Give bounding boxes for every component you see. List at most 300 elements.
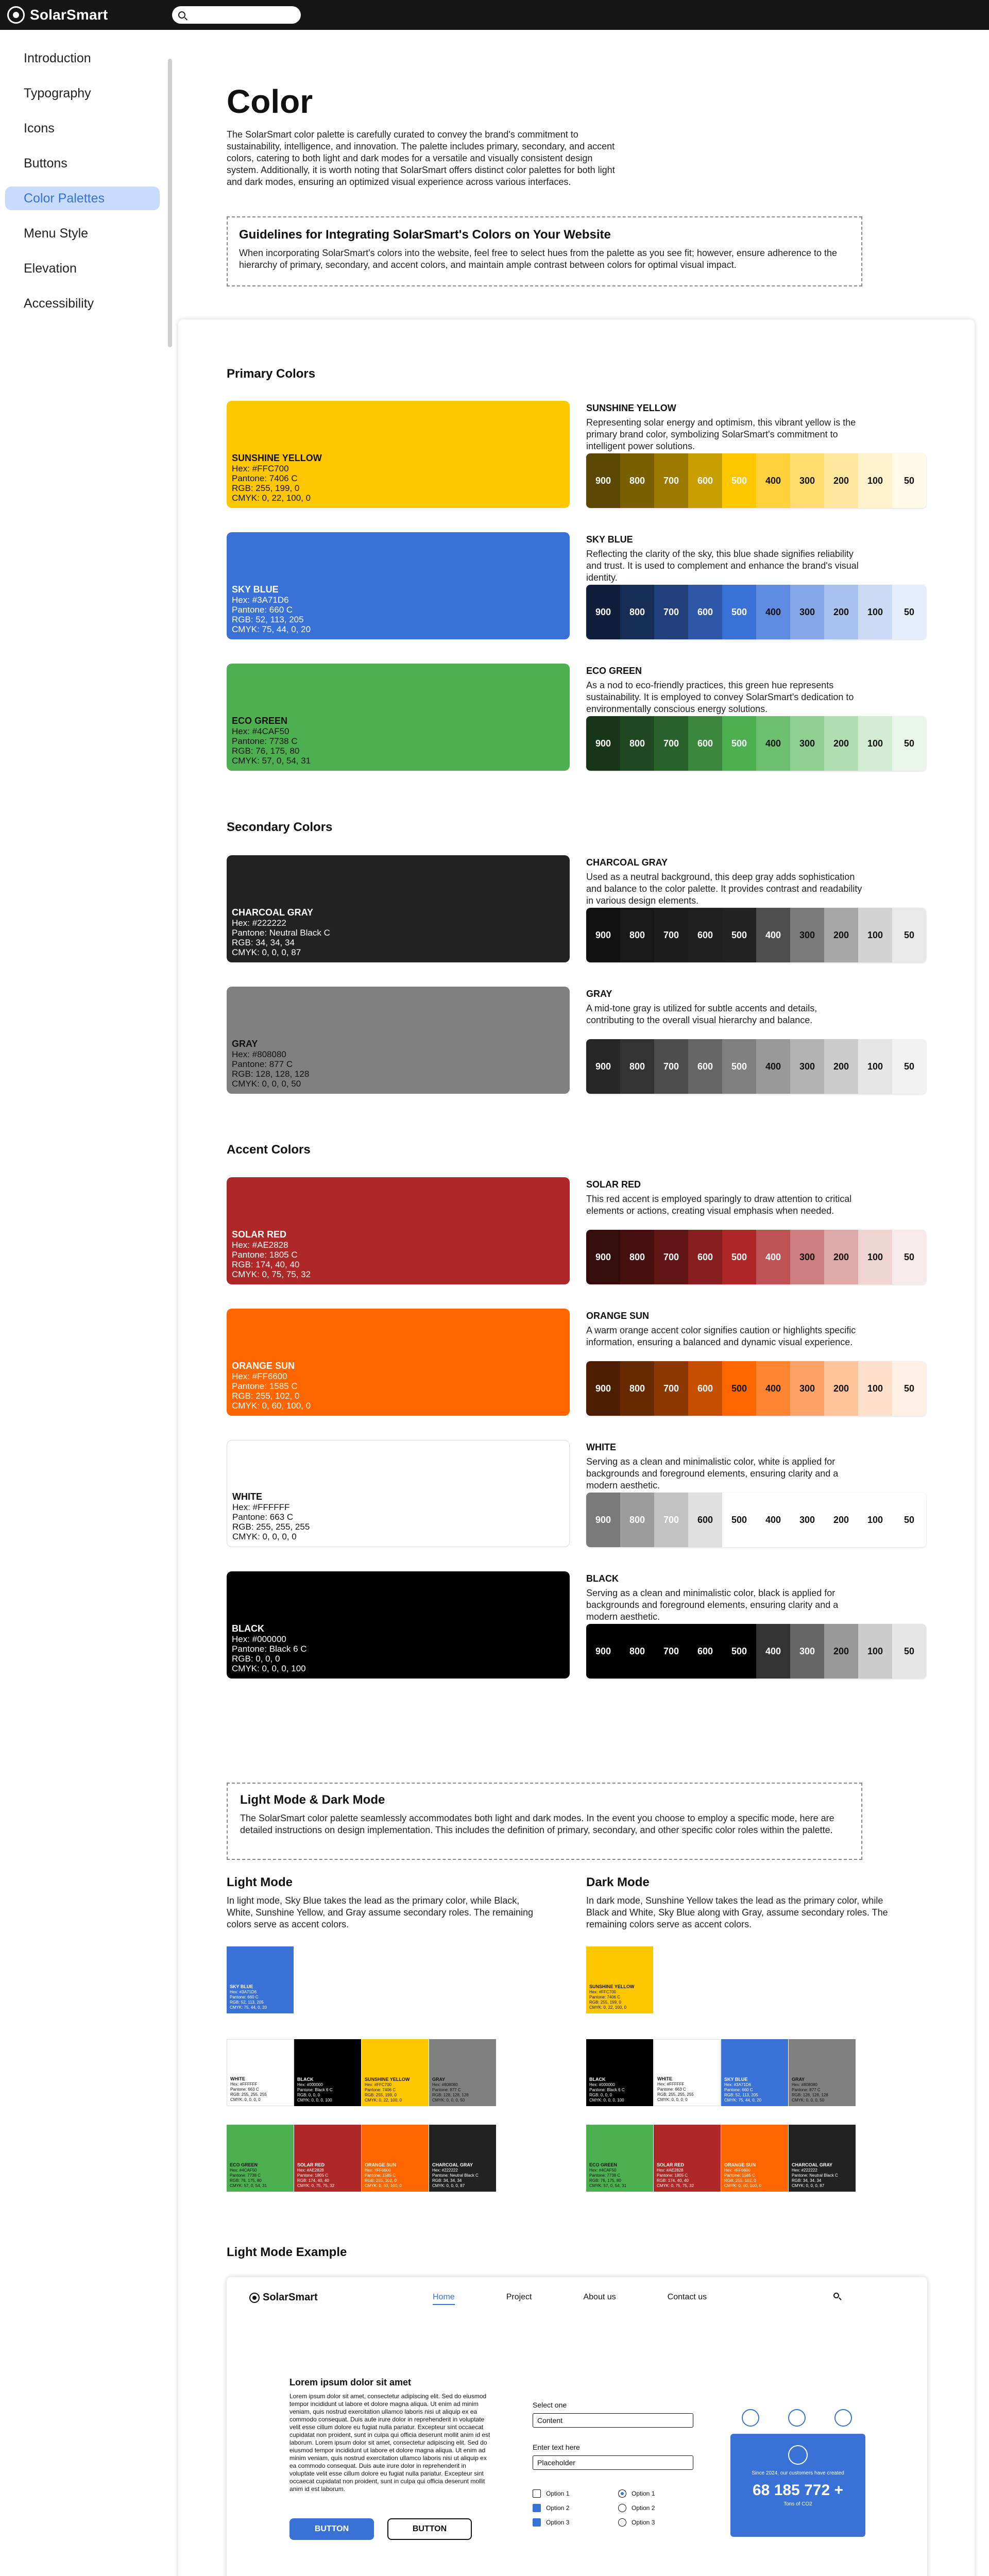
scale-step: 600 (688, 1039, 722, 1094)
sidebar-item-color-palettes[interactable]: Color Palettes (5, 187, 160, 210)
tile-pantone: Pantone: 7738 C (589, 2173, 621, 2178)
promo-text: Since 2024, our customers have created (752, 2470, 844, 2476)
tile-hex: Hex: #FFFFFF (657, 2082, 685, 2087)
swatch-cmyk: CMYK: 0, 22, 100, 0 (232, 493, 311, 503)
tile-pantone: Pantone: Neutral Black C (792, 2173, 838, 2178)
tile-pantone: Pantone: 1585 C (724, 2173, 756, 2178)
radio-label: Option 1 (632, 2490, 655, 2497)
sidebar-nav (0, 46, 165, 327)
example-nav-about-us[interactable]: About us (583, 2293, 616, 2301)
swatch-cmyk: CMYK: 0, 75, 75, 32 (232, 1269, 311, 1279)
guidelines-body: When incorporating SolarSmart's colors into the website, feel free to select hues from the palette as you see fit; however, ensure adherence to the hierarchy of primary, secondary, and accent colors, and maintain ample contrast between colors for optimal visual impact. (239, 248, 838, 270)
search-icon-ring (833, 2293, 839, 2298)
dark-accent-tile (789, 2125, 856, 2192)
scale-step: 200 (824, 585, 858, 639)
sky-blue-description (586, 534, 864, 584)
tile-hex: Hex: #FFC700 (589, 1990, 617, 1994)
scale-step: 500 (722, 453, 756, 508)
color-name: SOLAR RED (586, 1179, 641, 1190)
radio-label: Option 2 (632, 2504, 655, 2512)
scale-step: 50 (892, 908, 926, 962)
search-icon-handle (839, 2297, 842, 2300)
scale-step: 600 (688, 1624, 722, 1679)
tile-pantone: Pantone: 7738 C (230, 2173, 261, 2178)
swatch-hex: Hex: #000000 (232, 1634, 286, 1644)
tile-rgb: RGB: 255, 102, 0 (365, 2178, 397, 2183)
content-select[interactable]: Content (533, 2413, 693, 2428)
light-secondary-tile (294, 2039, 361, 2106)
swatch-hex: Hex: #4CAF50 (232, 726, 289, 736)
scale-step: 800 (620, 1230, 654, 1284)
color-name: CHARCOAL GRAY (586, 857, 668, 868)
sidebar-item-icons[interactable]: Icons (24, 121, 55, 135)
color-description-text: A mid-tone gray is utilized for subtle accents and details, contributing to the overall visual hierarchy and balance. (586, 1003, 817, 1025)
sun-icon[interactable] (788, 2409, 806, 2427)
scale-step: 400 (756, 908, 790, 962)
tile-rgb: RGB: 0, 0, 0 (297, 2093, 320, 2097)
tile-cmyk: CMYK: 0, 0, 0, 100 (589, 2098, 624, 2103)
scale-step: 100 (858, 1493, 892, 1547)
swatch-rgb: RGB: 0, 0, 0 (232, 1654, 280, 1664)
tile-pantone: Pantone: 660 C (230, 1995, 259, 1999)
tile-pantone: Pantone: 1585 C (365, 2173, 396, 2178)
light-accent-tile (227, 2125, 294, 2192)
eco-green-swatch (227, 664, 570, 771)
sun-logo-icon (7, 6, 25, 24)
dark-mode-column (586, 1875, 906, 1930)
tile-cmyk: CMYK: 0, 22, 100, 0 (365, 2098, 402, 2103)
scale-step: 600 (688, 1493, 722, 1547)
swatch-pantone: Pantone: 1585 C (232, 1381, 298, 1391)
swatch-name: WHITE (232, 1492, 262, 1502)
checkbox-option-1[interactable] (533, 2489, 541, 2498)
dark-accent-tile (654, 2125, 721, 2192)
scale-step: 200 (824, 1361, 858, 1416)
scale-step: 800 (620, 585, 654, 639)
swatch-hex: Hex: #AE2828 (232, 1240, 288, 1250)
example-heading: Lorem ipsum dolor sit amet (289, 2377, 412, 2387)
sky-blue-swatch (227, 532, 570, 639)
scale-step: 600 (688, 1361, 722, 1416)
tile-hex: Hex: #000000 (297, 2082, 323, 2087)
checkbox-label: Option 3 (546, 2519, 570, 2526)
tile-rgb: RGB: 174, 40, 40 (657, 2178, 689, 2183)
tile-hex: Hex: #AE2828 (657, 2168, 684, 2173)
checkbox-option-2[interactable] (533, 2504, 541, 2512)
scale-step: 900 (586, 1230, 620, 1284)
color-description-text: As a nod to eco-friendly practices, this green hue represents sustainability. It is employed to convey SolarSmart's dedication to environmentally conscious energy solutions. (586, 680, 854, 714)
dark-accent-tile (721, 2125, 788, 2192)
primary-button[interactable]: BUTTON (289, 2518, 374, 2540)
dark-mode-text: In dark mode, Sunshine Yellow takes the lead as the primary color, while Black and White, Sky Blue along with Gray, assume secondary roles. The remaining colors serve as accent colors. (586, 1895, 888, 1929)
white-swatch (227, 1440, 570, 1547)
scale-step: 700 (654, 1230, 688, 1284)
black-swatch (227, 1571, 570, 1679)
scale-step: 700 (654, 1039, 688, 1094)
scale-step: 700 (654, 1493, 688, 1547)
eco-green-tint-scale (586, 716, 926, 771)
sidebar-item-introduction[interactable]: Introduction (24, 51, 91, 65)
tile-pantone: Pantone: 663 C (657, 2087, 686, 2092)
eye-icon[interactable] (834, 2409, 852, 2427)
color-name: ORANGE SUN (586, 1311, 650, 1321)
sun-logo-icon (249, 2293, 260, 2303)
eco-green-description (586, 666, 864, 715)
scale-step: 800 (620, 1624, 654, 1679)
scale-step: 100 (858, 908, 892, 962)
scale-step: 500 (722, 1230, 756, 1284)
gray-swatch (227, 987, 570, 1094)
scale-step: 600 (688, 716, 722, 771)
radio-label: Option 3 (632, 2519, 655, 2526)
example-paragraph: Lorem ipsum dolor sit amet, consectetur adipiscing elit. Sed do eiusmod tempor incididunt ut labore et dolore magna aliqua. Ut enim ad minim veniam, quis nostrud exercitation ullamco laboris nisi ut aliquip ex ea commodo consequat. Duis aute irure dolor in reprehenderit in voluptate velit esse cillum dolore eu fugiat nulla pariatur. Excepteur sint occaecat cupidatat non proident, sunt in culpa qui officia deserunt mollit anim id est laborum. Lorem ipsum dolor sit amet, consectetur adipiscing elit. Sed do eiusmod tempor incididunt ut labore et dolore magna aliqua. Ut enim ad minim veniam, quis nostrud exercitation ullamco laboris nisi ut aliquip ex ea commodo consequat. Duis aute irure dolor in reprehenderit in voluptate velit esse cillum dolore eu fugiat nulla pariatur. Excepteur sint occaecat cupidatat non proident, sunt in culpa qui officia deserunt mollit anim id est laborum. (289, 2393, 490, 2493)
sidebar-item-accessibility[interactable]: Accessibility (24, 296, 94, 311)
scale-step: 100 (858, 1624, 892, 1679)
scale-step: 400 (756, 1493, 790, 1547)
tile-rgb: RGB: 255, 199, 0 (589, 2000, 621, 2005)
color-description-text: Serving as a clean and minimalistic color, white is applied for backgrounds and foreground elements, ensuring clarity and a modern aesthetic. (586, 1456, 839, 1490)
tile-rgb: RGB: 34, 34, 34 (792, 2178, 822, 2183)
tile-hex: Hex: #222222 (432, 2168, 458, 2173)
scale-step: 600 (688, 585, 722, 639)
scale-step: 100 (858, 1039, 892, 1094)
tile-hex: Hex: #3A71D6 (724, 2082, 752, 2087)
scale-step: 800 (620, 1493, 654, 1547)
tile-cmyk: CMYK: 0, 0, 0, 0 (230, 2097, 261, 2102)
swatch-pantone: Pantone: Black 6 C (232, 1644, 307, 1654)
dark-secondary-tile (586, 2039, 653, 2106)
swatch-rgb: RGB: 128, 128, 128 (232, 1069, 310, 1079)
tile-cmyk: CMYK: 0, 0, 0, 50 (432, 2098, 465, 2103)
radio-option-3[interactable] (618, 2518, 626, 2527)
checkbox-option-3[interactable] (533, 2518, 541, 2527)
scale-step: 900 (586, 1493, 620, 1547)
dark-mode-title: Dark Mode (586, 1875, 650, 1889)
example-brand[interactable] (249, 2292, 318, 2303)
example-brand-name: SolarSmart (263, 2292, 318, 2303)
charcoal-gray-description (586, 857, 864, 907)
scale-step: 50 (892, 585, 926, 639)
swatch-cmyk: CMYK: 0, 0, 0, 100 (232, 1664, 306, 1673)
scale-step: 200 (824, 453, 858, 508)
light-dark-title: Light Mode & Dark Mode (240, 1793, 385, 1807)
example-nav (433, 2293, 758, 2305)
swatch-hex: Hex: #3A71D6 (232, 595, 289, 605)
swatch-hex: Hex: #FF6600 (232, 1371, 287, 1381)
solar-red-tint-scale (586, 1230, 926, 1284)
swatch-name: SOLAR RED (232, 1229, 287, 1240)
scale-step: 300 (790, 1361, 824, 1416)
tile-cmyk: CMYK: 0, 0, 0, 0 (657, 2097, 688, 2102)
light-mode-text: In light mode, Sky Blue takes the lead as the primary color, while Black, White, Sunshine Yellow, and Gray assume secondary roles. The remaining colors serve as accent colors. (227, 1895, 533, 1929)
charcoal-gray-swatch (227, 855, 570, 962)
swatch-rgb: RGB: 34, 34, 34 (232, 938, 295, 947)
radio-option-2[interactable] (618, 2504, 626, 2512)
tile-pantone: Pantone: 660 C (724, 2088, 753, 2092)
tile-name: SUNSHINE YELLOW (589, 1984, 635, 1989)
tile-pantone: Pantone: 877 C (432, 2088, 461, 2092)
sidebar-scrollbar[interactable] (168, 59, 172, 347)
swatch-cmyk: CMYK: 57, 0, 54, 31 (232, 756, 311, 766)
accent-colors-heading: Accent Colors (227, 1143, 311, 1157)
search-icon (178, 11, 185, 19)
sidebar-item-typography[interactable]: Typography (24, 86, 91, 100)
scale-step: 900 (586, 1361, 620, 1416)
tile-rgb: RGB: 255, 199, 0 (365, 2093, 397, 2097)
swatch-name: BLACK (232, 1623, 264, 1634)
scale-step: 200 (824, 1230, 858, 1284)
dark-secondary-tile (654, 2039, 721, 2106)
scale-step: 900 (586, 1624, 620, 1679)
dark-secondary-tile (721, 2039, 788, 2106)
tile-name: WHITE (657, 2076, 672, 2081)
search-box[interactable] (172, 6, 301, 24)
scale-step: 600 (688, 453, 722, 508)
tile-pantone: Pantone: 7406 C (365, 2088, 396, 2092)
tile-rgb: RGB: 76, 175, 80 (230, 2178, 262, 2183)
swatch-cmyk: CMYK: 0, 0, 0, 0 (232, 1532, 297, 1541)
tile-cmyk: CMYK: 75, 44, 0, 20 (724, 2098, 762, 2103)
sidebar-item-menu-style[interactable]: Menu Style (24, 226, 89, 241)
swatch-hex: Hex: #808080 (232, 1049, 286, 1059)
swatch-name: ORANGE SUN (232, 1361, 295, 1371)
light-accent-tile (429, 2125, 496, 2192)
brand-name: SolarSmart (30, 7, 108, 23)
tile-name: SOLAR RED (297, 2162, 325, 2167)
tile-name: CHARCOAL GRAY (792, 2162, 833, 2167)
scale-step: 400 (756, 1624, 790, 1679)
scale-step: 700 (654, 1361, 688, 1416)
white-tint-scale (586, 1493, 926, 1547)
scale-step: 300 (790, 585, 824, 639)
tile-pantone: Pantone: Neutral Black C (432, 2173, 479, 2178)
swatch-rgb: RGB: 255, 102, 0 (232, 1391, 300, 1401)
scale-step: 500 (722, 585, 756, 639)
energy-icon[interactable] (742, 2409, 759, 2427)
sidebar-item-elevation[interactable]: Elevation (24, 261, 77, 276)
swatch-pantone: Pantone: 660 C (232, 605, 293, 615)
scale-step: 500 (722, 908, 756, 962)
tile-name: SKY BLUE (724, 2077, 748, 2082)
scale-step: 400 (756, 453, 790, 508)
gray-tint-scale (586, 1039, 926, 1094)
promo-unit: Tons of CO2 (783, 2501, 812, 2507)
tile-rgb: RGB: 128, 128, 128 (792, 2093, 828, 2097)
scale-step: 50 (892, 1039, 926, 1094)
scale-step: 800 (620, 908, 654, 962)
scale-step: 300 (790, 908, 824, 962)
tile-hex: Hex: #3A71D6 (230, 1990, 257, 1994)
guidelines-box (227, 216, 862, 286)
scale-step: 300 (790, 716, 824, 771)
tile-cmyk: CMYK: 57, 0, 54, 31 (589, 2183, 627, 2188)
sky-blue-tint-scale (586, 585, 926, 639)
scale-step: 300 (790, 1230, 824, 1284)
sunshine-yellow-description (586, 403, 864, 452)
page-title: Color (227, 83, 313, 120)
tile-hex: Hex: #FF6600 (365, 2168, 391, 2173)
tile-cmyk: CMYK: 75, 44, 0, 20 (230, 2005, 267, 2010)
tile-hex: Hex: #FFFFFF (230, 2082, 258, 2087)
swatch-pantone: Pantone: 877 C (232, 1059, 293, 1069)
promo-number: 68 185 772 + (752, 2482, 843, 2499)
scale-step: 300 (790, 1039, 824, 1094)
tile-cmyk: CMYK: 0, 22, 100, 0 (589, 2005, 627, 2010)
page-intro: The SolarSmart color palette is carefully curated to convey the brand's commitment to sustainability, intelligence, and innovation. The palette includes primary, secondary, and accent colors, catering to both light and dark modes for a versatile and visually consistent design system. Additionally, it is worth noting that SolarSmart offers distinct color palettes for both light and dark modes, ensuring an optimized visual experience across various interfaces. (227, 129, 615, 187)
white-description (586, 1442, 864, 1492)
swatch-rgb: RGB: 255, 199, 0 (232, 483, 300, 493)
scale-step: 900 (586, 716, 620, 771)
swatch-name: GRAY (232, 1039, 258, 1049)
scale-step: 50 (892, 1361, 926, 1416)
swatch-pantone: Pantone: 663 C (232, 1512, 294, 1522)
checkbox-label: Option 1 (546, 2490, 570, 2497)
swatch-name: ECO GREEN (232, 716, 288, 726)
dark-primary-tile (586, 1946, 653, 2013)
orange-sun-description (586, 1311, 864, 1348)
color-description-text: Reflecting the clarity of the sky, this blue shade signifies reliability and trust. It is used to complement and enhance the brand's visual identity. (586, 549, 859, 583)
light-mode-example (227, 2277, 927, 2576)
tile-rgb: RGB: 52, 113, 205 (230, 2000, 264, 2005)
sun-logo-dot (252, 2296, 257, 2300)
tile-cmyk: CMYK: 0, 0, 0, 100 (297, 2098, 332, 2103)
swatch-rgb: RGB: 255, 255, 255 (232, 1522, 310, 1532)
orange-sun-swatch (227, 1309, 570, 1416)
tile-rgb: RGB: 255, 255, 255 (230, 2092, 267, 2097)
tile-hex: Hex: #FF6600 (724, 2168, 751, 2173)
example-nav-home[interactable]: Home (433, 2293, 455, 2305)
swatch-pantone: Pantone: 7406 C (232, 473, 298, 483)
co2-promo-card[interactable] (730, 2434, 865, 2537)
scale-step: 900 (586, 585, 620, 639)
scale-step: 400 (756, 1361, 790, 1416)
light-secondary-tile (429, 2039, 496, 2106)
black-tint-scale (586, 1624, 926, 1679)
swatch-name: SKY BLUE (232, 584, 279, 595)
scale-step: 50 (892, 716, 926, 771)
light-secondary-tile (227, 2039, 294, 2106)
color-description-text: Serving as a clean and minimalistic color, black is applied for backgrounds and foreground elements, ensuring clarity and a modern aesthetic. (586, 1588, 839, 1622)
scale-step: 400 (756, 585, 790, 639)
swatch-cmyk: CMYK: 0, 60, 100, 0 (232, 1401, 311, 1411)
tile-hex: Hex: #AE2828 (297, 2168, 324, 2173)
leaf-icon (788, 2445, 808, 2465)
tile-cmyk: CMYK: 0, 60, 100, 0 (365, 2183, 402, 2188)
scale-step: 100 (858, 716, 892, 771)
black-description (586, 1573, 864, 1623)
color-name: SUNSHINE YELLOW (586, 403, 676, 413)
tile-rgb: RGB: 0, 0, 0 (589, 2093, 612, 2097)
search-input[interactable] (191, 11, 294, 19)
swatch-cmyk: CMYK: 75, 44, 0, 20 (232, 624, 311, 634)
sunshine-yellow-swatch (227, 401, 570, 508)
sunshine-yellow-tint-scale (586, 453, 926, 508)
scale-step: 800 (620, 453, 654, 508)
color-description-text: This red accent is employed sparingly to draw attention to critical elements or actions, creating visual emphasis when needed. (586, 1194, 852, 1216)
example-nav-contact-us[interactable]: Contact us (667, 2293, 707, 2301)
tile-name: SUNSHINE YELLOW (365, 2077, 410, 2082)
tile-hex: Hex: #222222 (792, 2168, 817, 2173)
scale-step: 900 (586, 1039, 620, 1094)
tile-cmyk: CMYK: 0, 0, 0, 50 (792, 2098, 825, 2103)
tile-pantone: Pantone: 1805 C (657, 2173, 688, 2178)
color-name: SKY BLUE (586, 534, 633, 545)
swatch-pantone: Pantone: 7738 C (232, 736, 298, 746)
tile-hex: Hex: #808080 (432, 2082, 458, 2087)
search-icon[interactable] (833, 2293, 842, 2301)
scale-step: 50 (892, 453, 926, 508)
tile-rgb: RGB: 76, 175, 80 (589, 2178, 621, 2183)
color-description-text: Representing solar energy and optimism, this vibrant yellow is the primary brand color, symbolizing SolarSmart's commitment to intelligent power solutions. (586, 417, 856, 451)
tile-pantone: Pantone: 877 C (792, 2088, 821, 2092)
solar-red-swatch (227, 1177, 570, 1284)
tile-pantone: Pantone: 7406 C (589, 1995, 621, 1999)
swatch-hex: Hex: #222222 (232, 918, 286, 928)
select-label: Select one (533, 2401, 567, 2409)
secondary-colors-heading: Secondary Colors (227, 820, 333, 834)
primary-colors-heading: Primary Colors (227, 367, 316, 381)
tile-pantone: Pantone: 663 C (230, 2087, 259, 2092)
guidelines-title: Guidelines for Integrating SolarSmart's Colors on Your Website (239, 228, 611, 242)
brand-logo[interactable] (7, 6, 172, 24)
light-dark-mode-box (227, 1783, 862, 1860)
swatch-pantone: Pantone: 1805 C (232, 1250, 298, 1260)
text-input-label: Enter text here (533, 2443, 580, 2451)
tile-pantone: Pantone: 1805 C (297, 2173, 329, 2178)
example-nav-project[interactable]: Project (506, 2293, 532, 2301)
tile-hex: Hex: #4CAF50 (589, 2168, 617, 2173)
light-example-title: Light Mode Example (227, 2245, 347, 2259)
scale-step: 800 (620, 1361, 654, 1416)
top-bar (0, 0, 989, 30)
tile-cmyk: CMYK: 0, 75, 75, 32 (657, 2183, 694, 2188)
scale-step: 100 (858, 585, 892, 639)
tile-name: SOLAR RED (657, 2162, 685, 2167)
tile-name: GRAY (432, 2077, 446, 2082)
tile-rgb: RGB: 174, 40, 40 (297, 2178, 329, 2183)
scale-step: 500 (722, 1039, 756, 1094)
radio-option-1[interactable] (618, 2489, 626, 2498)
scale-step: 100 (858, 1361, 892, 1416)
tile-cmyk: CMYK: 0, 60, 100, 0 (724, 2183, 762, 2188)
text-input[interactable]: Placeholder (533, 2455, 693, 2470)
color-description-text: A warm orange accent color signifies caution or highlights specific information, ensuring a balanced and dynamic visual experience. (586, 1325, 856, 1347)
swatch-cmyk: CMYK: 0, 0, 0, 50 (232, 1079, 301, 1089)
gray-description (586, 989, 864, 1026)
scale-step: 600 (688, 908, 722, 962)
tile-pantone: Pantone: Black 6 C (297, 2088, 333, 2092)
scale-step: 500 (722, 1361, 756, 1416)
light-secondary-tile (362, 2039, 429, 2106)
light-dark-body: The SolarSmart color palette seamlessly accommodates both light and dark modes. In the event you choose to employ a specific mode, here are detailed instructions on design implementation. This includes the definition of primary, secondary, and other specific color roles within the palette. (240, 1813, 834, 1835)
tile-hex: Hex: #808080 (792, 2082, 817, 2087)
swatch-name: SUNSHINE YELLOW (232, 453, 322, 463)
tile-cmyk: CMYK: 0, 0, 0, 87 (792, 2183, 825, 2188)
scale-step: 300 (790, 453, 824, 508)
tile-name: GRAY (792, 2077, 805, 2082)
swatch-rgb: RGB: 52, 113, 205 (232, 615, 304, 624)
scale-step: 700 (654, 453, 688, 508)
tile-pantone: Pantone: Black 6 C (589, 2088, 625, 2092)
scale-step: 50 (892, 1493, 926, 1547)
swatch-cmyk: CMYK: 0, 0, 0, 87 (232, 947, 301, 957)
tile-name: SKY BLUE (230, 1984, 253, 1989)
sidebar-item-buttons[interactable]: Buttons (24, 156, 67, 171)
scale-step: 200 (824, 908, 858, 962)
secondary-button[interactable]: BUTTON (387, 2518, 472, 2540)
scale-step: 400 (756, 1230, 790, 1284)
scale-step: 200 (824, 1493, 858, 1547)
